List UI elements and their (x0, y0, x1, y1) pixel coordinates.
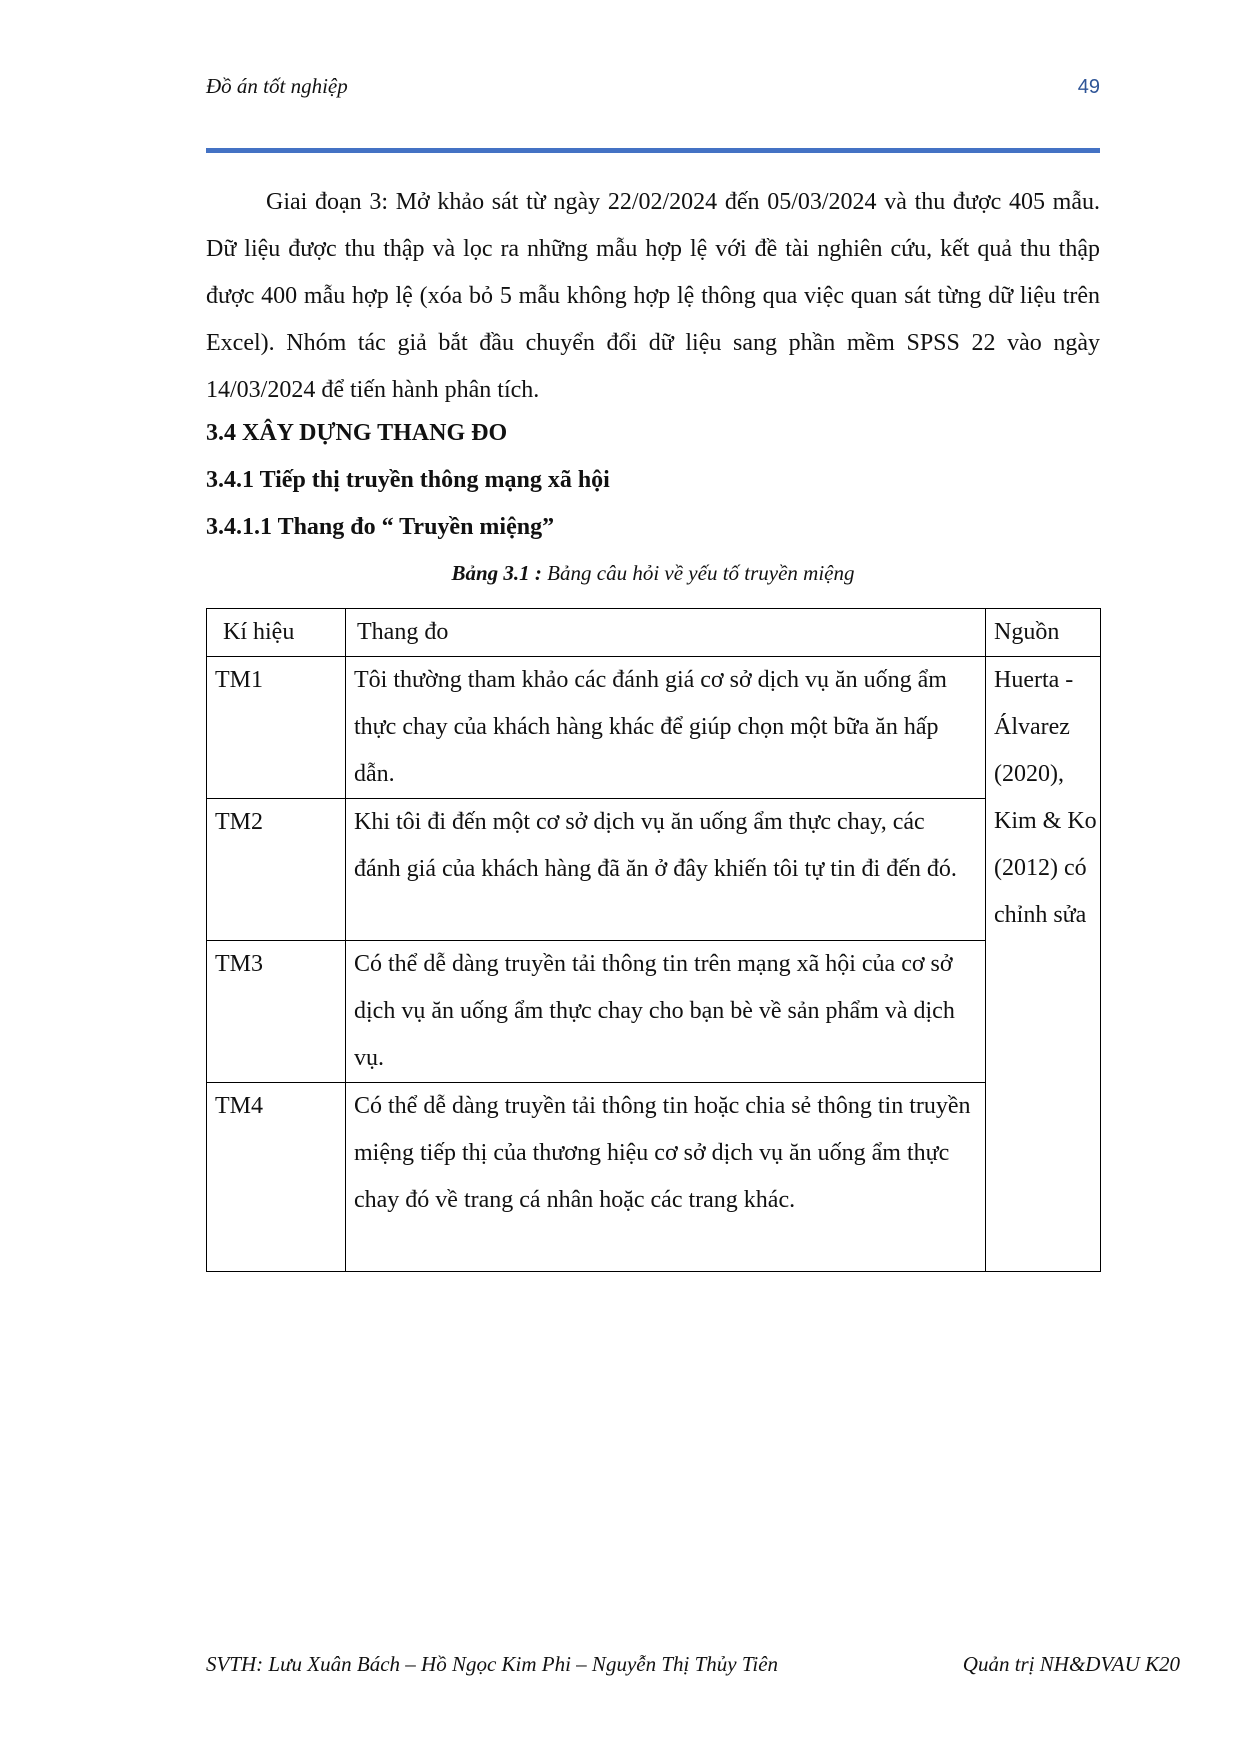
row-source: Huerta - Álvarez (2020), Kim & Ko (2012) có chỉnh sửa (986, 657, 1101, 1272)
row-item: Có thể dễ dàng truyền tải thông tin hoặc chia sẻ thông tin truyền miệng tiếp thị của thương hiệu cơ sở dịch vụ ăn uống ẩm thực chay đó về trang cá nhân hoặc các trang khác. (346, 1083, 986, 1272)
header-divider (206, 148, 1100, 153)
row-code: TM3 (207, 941, 346, 1083)
table-row (207, 941, 1101, 1083)
header-code: Kí hiệu (207, 609, 346, 657)
running-header-title: Đồ án tốt nghiệp (206, 74, 348, 98)
page-number: 49 (1077, 76, 1100, 98)
table-row (207, 657, 1101, 799)
body-paragraph: Giai đoạn 3: Mở khảo sát từ ngày 22/02/2024 đến 05/03/2024 và thu được 405 mẫu. Dữ liệu được thu thập và lọc ra những mẫu hợp lệ với đề tài nghiên cứu, kết quả thu thập được 400 mẫu hợp lệ (xóa bỏ 5 mẫu không hợp lệ thông qua việc quan sát từng dữ liệu trên Excel). Nhóm tác giả bắt đầu chuyển đổi dữ liệu sang phần mềm SPSS 22 vào ngày 14/03/2024 để tiến hành phân tích. (206, 189, 1100, 403)
row-item: Tôi thường tham khảo các đánh giá cơ sở dịch vụ ăn uống ẩm thực chay của khách hàng khác để giúp chọn một bữa ăn hấp dẫn. (346, 657, 986, 799)
table-caption-text: Bảng câu hỏi về yếu tố truyền miệng (541, 561, 855, 585)
row-code: TM1 (207, 657, 346, 799)
row-code: TM4 (207, 1083, 346, 1272)
table-row (207, 1083, 1101, 1272)
table-row (207, 799, 1101, 941)
subsection-heading: 3.4.1 Tiếp thị truyền thông mạng xã hội (206, 467, 610, 493)
header-source: Nguồn (986, 609, 1101, 657)
footer-authors: SVTH: Lưu Xuân Bách – Hồ Ngọc Kim Phi – Nguyễn Thị Thủy Tiên (206, 1652, 779, 1676)
scale-table (206, 608, 1101, 1272)
table-caption-label: Bảng 3.1 : (451, 561, 542, 585)
header-item: Thang đo (346, 609, 986, 657)
footer-program: Quản trị NH&DVAU K20 (962, 1652, 1180, 1676)
row-code: TM2 (207, 799, 346, 941)
subsubsection-heading: 3.4.1.1 Thang đo “ Truyền miệng” (206, 514, 555, 540)
row-item: Có thể dễ dàng truyền tải thông tin trên mạng xã hội của cơ sở dịch vụ ăn uống ẩm thực chay cho bạn bè về sản phẩm và dịch vụ. (346, 941, 986, 1083)
row-item: Khi tôi đi đến một cơ sở dịch vụ ăn uống ẩm thực chay, các đánh giá của khách hàng đã ăn ở đây khiến tôi tự tin đi đến đó. (346, 799, 986, 941)
table-caption (206, 561, 1100, 586)
section-heading: 3.4 XÂY DỰNG THANG ĐO (206, 420, 508, 446)
table-header-row (207, 609, 1101, 657)
